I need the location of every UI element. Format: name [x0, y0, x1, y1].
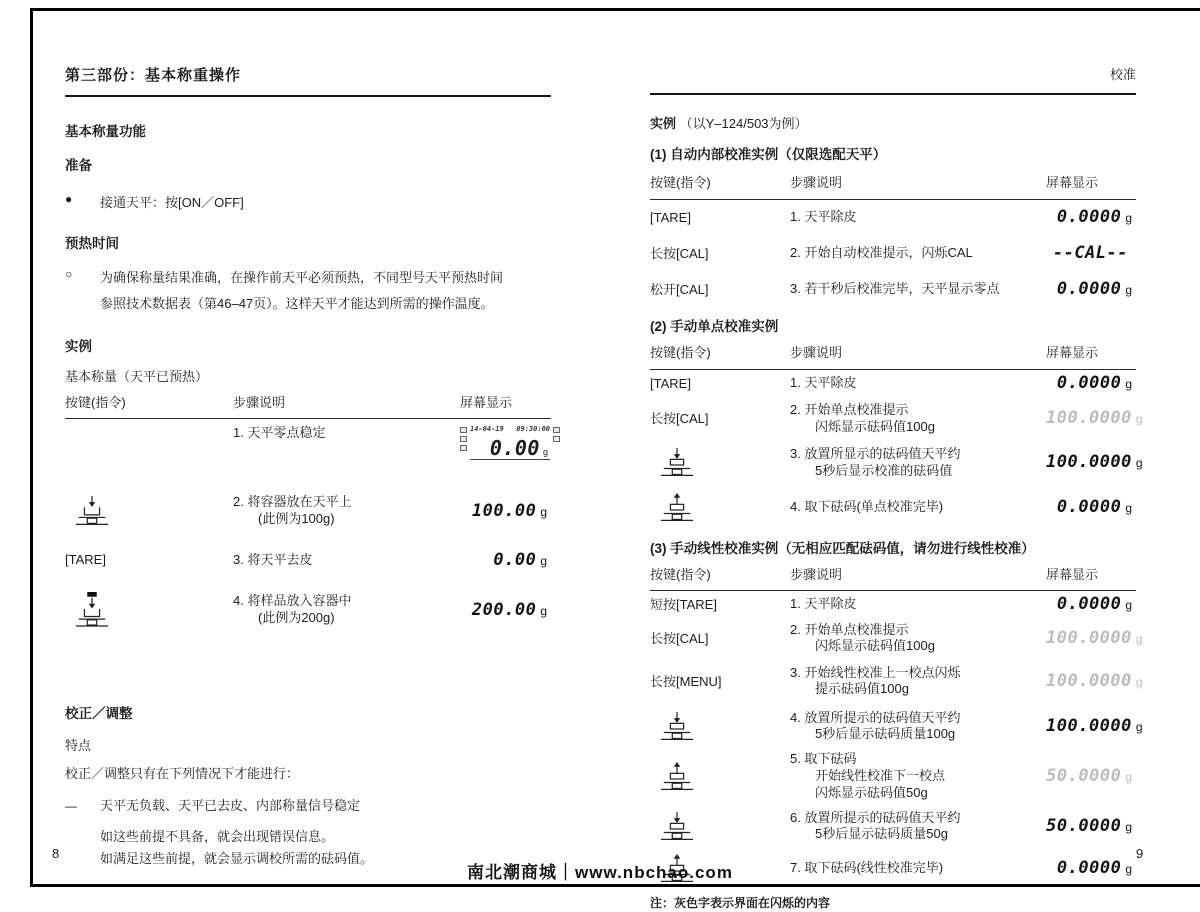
key-cell: [650, 712, 790, 741]
display-cell: [1046, 627, 1147, 650]
step-line: (此例为200g): [258, 610, 335, 626]
table-row: [650, 617, 1143, 659]
step-line: 开始线性校准下一校点: [815, 767, 946, 783]
section-basic-weighing: 基本称量功能: [65, 124, 146, 140]
display-value: 100.0000 g: [1046, 715, 1143, 736]
section-adjustment: 校正／调整: [65, 706, 133, 722]
place-container-icon: [75, 496, 109, 526]
key-cell: [650, 762, 790, 791]
display-cell: [460, 599, 551, 622]
page-title: 第三部份：基本称重操作: [65, 66, 551, 97]
step-cell: [790, 375, 1046, 392]
display-cell: [1046, 815, 1136, 838]
example-subtitle: 基本称量（天平已预热）: [65, 369, 209, 385]
step-line: 4. 取下砝码(单点校准完毕): [790, 499, 944, 515]
step-line: 2. 将容器放在天平上: [233, 494, 352, 510]
display-cell: [460, 549, 551, 572]
step-cell: [790, 710, 1046, 744]
table-row: [65, 539, 551, 581]
step-cell: [790, 209, 1046, 226]
col-display-header: 屏幕显示: [1046, 345, 1099, 361]
step-line: 1. 天平零点稳定: [233, 425, 326, 441]
place-weight-icon: [660, 812, 694, 841]
section-warmup: 预热时间: [65, 236, 119, 252]
step-line: 2. 开始单点校准提示: [790, 621, 909, 637]
dash-bullet: —: [65, 798, 77, 813]
display-value: 50.0000 g: [1046, 815, 1132, 836]
page-frame-left: [30, 8, 33, 887]
display-cell: [1046, 278, 1136, 301]
table-row: [65, 419, 551, 483]
display-cell: [1046, 372, 1136, 395]
section-1-title: (1) 自动内部校准实例（仅限选配天平）: [650, 147, 887, 163]
step-line: 闪烁显示砝码值50g: [815, 784, 928, 800]
table-row: [650, 749, 1136, 803]
page-frame-top: [30, 8, 1200, 11]
prep-item: [65, 190, 551, 215]
display-cell: [1046, 451, 1147, 474]
step-cell: [790, 245, 1046, 262]
step-cell: [233, 552, 460, 569]
lcd-unit: g: [542, 446, 548, 457]
step-line: 闪烁显示砝码值100g: [815, 418, 935, 434]
step-cell: [790, 810, 1046, 844]
key-cell: [TARE]: [65, 552, 106, 568]
page-number-left: 8: [52, 846, 60, 861]
lcd-indicator-icon: [553, 427, 560, 433]
table-row: [650, 398, 1143, 440]
table-row: [650, 659, 1143, 703]
display-value-flashing: 100.0000 g: [1046, 408, 1143, 429]
display-value: 0.0000 g: [1056, 279, 1132, 300]
col-display-header: 屏幕显示: [1046, 566, 1099, 582]
display-cell: [1046, 593, 1136, 616]
lcd-left-indicator-icons: [460, 425, 467, 459]
display-value-flashing: 100.0000 g: [1046, 627, 1143, 648]
example-heading: [650, 115, 1136, 133]
col-step-header: 步骤说明: [790, 566, 843, 582]
key-cell: 短按[TARE]: [650, 596, 717, 612]
step-line: 闪烁显示砝码值100g: [815, 638, 935, 654]
step-cell: [790, 281, 1046, 298]
key-cell: [TARE]: [650, 375, 691, 391]
table-header: [650, 174, 1136, 200]
lcd-indicator-icon: [553, 436, 560, 442]
table-header: [650, 566, 1136, 592]
key-cell: [650, 448, 790, 477]
adjust-line-2: 天平无负载、天平已去皮、内部称量信号稳定: [100, 797, 361, 813]
step-cell: [233, 494, 460, 528]
left-page: [65, 66, 551, 870]
adjust-line-1: 校正／调整只有在下列情况下才能进行：: [65, 766, 300, 782]
table-row: [650, 200, 1136, 236]
lcd-value-row: [470, 437, 550, 460]
remove-weight-icon: [660, 762, 694, 791]
place-weight-icon: [660, 448, 694, 477]
lcd-display: [460, 425, 560, 459]
display-cell: [1046, 765, 1136, 788]
table-row: [650, 803, 1136, 849]
display-cell: [1046, 206, 1136, 229]
col-key-header: 按键(指令): [650, 566, 711, 582]
step-cell: [790, 665, 1046, 699]
gray-text-note: 注：灰色字表示界面在闪烁的内容: [650, 896, 831, 911]
step-line: 3. 放置所显示的砝码值天平约: [790, 445, 961, 461]
step-line: (此例为100g): [258, 511, 335, 527]
place-sample-icon: [75, 592, 109, 628]
step-line: 3. 若干秒后校准完毕，天平显示零点: [790, 281, 1000, 297]
hollow-bullet-icon: ○: [65, 267, 73, 282]
table-row: [650, 236, 1136, 272]
warmup-line-2: 参照技术数据表（第46–47页）。这样天平才能达到所需的操作温度。: [100, 295, 494, 311]
step-line: 提示砝码值100g: [815, 681, 909, 697]
lcd-body: [470, 425, 550, 459]
adjust-condition: [65, 797, 551, 815]
key-cell: [65, 496, 233, 526]
key-cell: 长按[MENU]: [650, 673, 722, 689]
step-line: 4. 放置所提示的砝码值天平约: [790, 709, 961, 725]
section-2-title: (2) 手动单点校准实例: [650, 318, 779, 334]
step-line: 4. 将样品放入容器中: [233, 593, 352, 609]
display-cell: [1046, 496, 1136, 519]
col-key-header: 按键(指令): [650, 345, 711, 361]
display-cell: [1046, 670, 1147, 693]
adjust-line-3: 如这些前提不具备，就会出现错误信息。: [100, 829, 335, 845]
key-cell: 松开[CAL]: [650, 282, 709, 298]
lcd-time: 09:30:00: [516, 425, 550, 434]
display-cell: [460, 500, 551, 523]
display-value: 100.00 g: [471, 500, 547, 521]
display-value: 100.0000 g: [1046, 452, 1143, 473]
page-number-right: 9: [1136, 846, 1144, 861]
table-header: [650, 344, 1136, 370]
step-cell: [233, 425, 460, 442]
step-line: 2. 开始自动校准提示，闪烁CAL: [790, 245, 973, 261]
step-cell: [790, 622, 1046, 656]
table-row: [650, 486, 1136, 530]
prep-text: 接通天平：按[ON／OFF]: [100, 194, 244, 210]
col-key-header: 按键(指令): [65, 394, 126, 410]
table-row: [650, 703, 1143, 749]
step-line: 1. 天平除皮: [790, 375, 857, 391]
key-cell: 长按[CAL]: [650, 630, 709, 646]
example-note: （以Y–124/503为例）: [679, 115, 808, 131]
display-value: 0.0000 g: [1056, 593, 1132, 614]
warmup-text: [100, 265, 551, 316]
table-row: [650, 440, 1143, 486]
display-value: 0.00 g: [493, 549, 547, 570]
display-cell: [1046, 715, 1147, 738]
example-label: 实例: [650, 115, 677, 131]
step-line: 6. 放置所提示的砝码值天平约: [790, 809, 961, 825]
place-weight-icon: [660, 712, 694, 741]
step-line: 7. 取下砝码(线性校准完毕): [790, 859, 944, 875]
table-row: [65, 483, 551, 539]
col-display-header: 屏幕显示: [460, 394, 513, 410]
section-3-title: (3) 手动线性校准实例（无相应匹配砝码值，请勿进行线性校准）: [650, 540, 1035, 556]
display-cell: [460, 425, 564, 459]
lcd-indicator-icon: [460, 445, 467, 451]
display-value: 0.0000 g: [1056, 857, 1132, 878]
section-example: 实例: [65, 338, 92, 354]
table-row: [65, 581, 551, 639]
step-line: 2. 开始单点校准提示: [790, 401, 909, 417]
page-header-calibration: 校准: [650, 66, 1136, 95]
display-value: 0.0000 g: [1056, 207, 1132, 228]
lcd-indicator-icon: [460, 436, 467, 442]
display-cell: [1046, 242, 1136, 265]
col-step-header: 步骤说明: [790, 345, 843, 361]
display-value-flashing: 50.0000 g: [1046, 765, 1132, 786]
key-cell: [65, 592, 233, 628]
step-cell: [790, 596, 1046, 613]
lcd-value: 0.00: [489, 435, 540, 460]
watermark-text: 南北潮商城｜www.nbchao.com: [467, 863, 733, 882]
key-cell: [650, 493, 790, 522]
step-line: 3. 开始线性校准上一校点闪烁: [790, 664, 961, 680]
adjust-line-4: 如满足这些前提，就会显示调校所需的砝码值。: [100, 851, 374, 867]
key-cell: 长按[CAL]: [650, 246, 709, 262]
lcd-indicator-icon: [460, 427, 467, 433]
warmup-item: [65, 265, 551, 316]
remove-weight-icon: [660, 493, 694, 522]
display-cell: [1046, 407, 1147, 430]
lcd-right-indicator-icons: [553, 425, 560, 459]
key-cell: [TARE]: [650, 210, 691, 226]
step-cell: [233, 593, 460, 627]
display-value: 0.0000 g: [1056, 497, 1132, 518]
col-step-header: 步骤说明: [790, 175, 843, 191]
step-line: 5秒后显示砝码质量50g: [815, 826, 948, 842]
table-row: [650, 370, 1136, 398]
filled-bullet-icon: ●: [65, 191, 73, 206]
step-line: 1. 天平除皮: [790, 209, 857, 225]
step-cell: [790, 402, 1046, 436]
warmup-line-1: 为确保称量结果准确，在操作前天平必须预热，不同型号天平预热时间: [100, 270, 504, 286]
table-row: [650, 591, 1136, 617]
lcd-datetime: [470, 425, 550, 434]
display-value: --CAL--: [1052, 243, 1128, 264]
key-cell: 长按[CAL]: [650, 410, 709, 426]
key-cell: [650, 812, 790, 841]
table-row: [650, 272, 1136, 308]
lcd-date: 14-04-19: [470, 425, 504, 434]
display-value-flashing: 100.0000 g: [1046, 670, 1143, 691]
right-page: [650, 66, 1143, 912]
step-cell: [790, 446, 1046, 480]
display-value: 0.0000 g: [1056, 373, 1132, 394]
step-line: 5. 取下砝码: [790, 751, 857, 767]
col-display-header: 屏幕显示: [1046, 175, 1099, 191]
step-cell: [790, 751, 1046, 802]
col-key-header: 按键(指令): [650, 175, 711, 191]
step-cell: [790, 499, 1046, 516]
step-line: 1. 天平除皮: [790, 595, 857, 611]
step-line: 5秒后显示砝码质量100g: [815, 726, 956, 742]
table-header: [65, 394, 551, 420]
section-preparation: 准备: [65, 158, 92, 174]
step-line: 3. 将天平去皮: [233, 551, 313, 567]
adjust-subtitle: 特点: [65, 738, 92, 754]
step-line: 5秒后显示校准的砝码值: [815, 462, 953, 478]
display-value: 200.00 g: [471, 599, 547, 620]
col-step-header: 步骤说明: [233, 394, 286, 410]
